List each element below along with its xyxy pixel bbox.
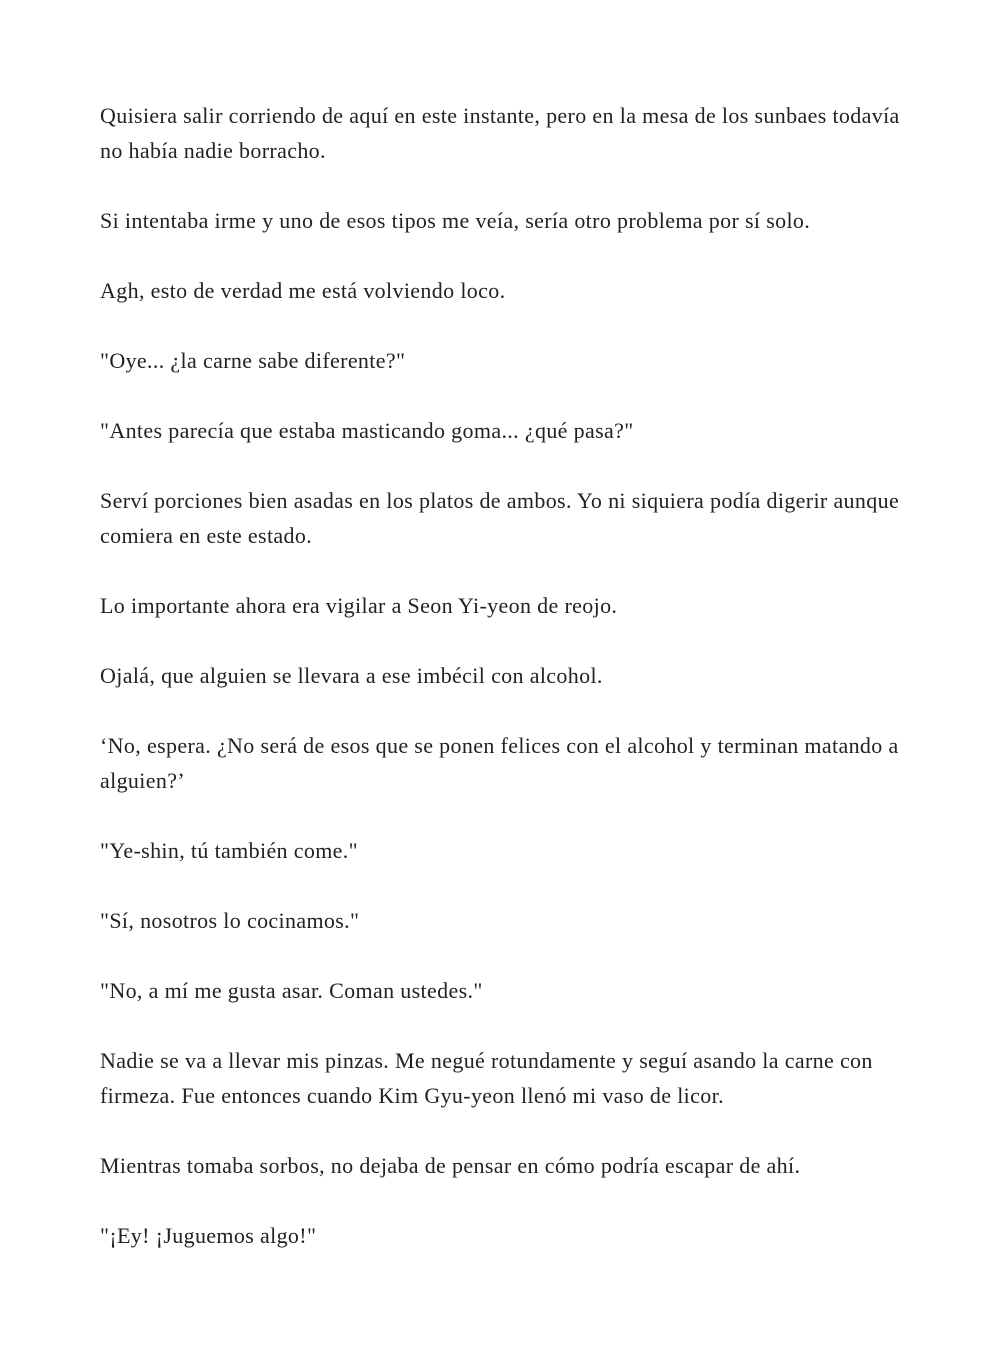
paragraph: Nadie se va a llevar mis pinzas. Me negué rotundamente y seguí asando la carne con firmeza. Fue entonces cuando Kim Gyu-yeon llenó mi vaso de licor.: [100, 1048, 873, 1108]
paragraph: "Sí, nosotros lo cocinamos.": [100, 908, 360, 933]
paragraph: "Antes parecía que estaba masticando goma... ¿qué pasa?": [100, 418, 634, 443]
paragraph: "Oye... ¿la carne sabe diferente?": [100, 348, 406, 373]
paragraph: "¡Ey! ¡Juguemos algo!": [100, 1223, 317, 1248]
paragraph: Ojalá, que alguien se llevara a ese imbécil con alcohol.: [100, 663, 603, 688]
paragraph: "Ye-shin, tú también come.": [100, 838, 358, 863]
paragraph: Agh, esto de verdad me está volviendo loco.: [100, 278, 506, 303]
paragraph: Si intentaba irme y uno de esos tipos me veía, sería otro problema por sí solo.: [100, 208, 811, 233]
paragraph: "No, a mí me gusta asar. Coman ustedes.": [100, 978, 483, 1003]
paragraph: Serví porciones bien asadas en los platos de ambos. Yo ni siquiera podía digerir aunque comiera en este estado.: [100, 488, 900, 548]
paragraph: Mientras tomaba sorbos, no dejaba de pensar en cómo podría escapar de ahí.: [100, 1153, 801, 1178]
paragraph: Lo importante ahora era vigilar a Seon Yi-yeon de reojo.: [100, 593, 618, 618]
paragraph: ‘No, espera. ¿No será de esos que se ponen felices con el alcohol y terminan matando a alguien?’: [100, 733, 899, 793]
paragraph: Quisiera salir corriendo de aquí en este instante, pero en la mesa de los sunbaes todavía no había nadie borracho.: [100, 103, 900, 163]
